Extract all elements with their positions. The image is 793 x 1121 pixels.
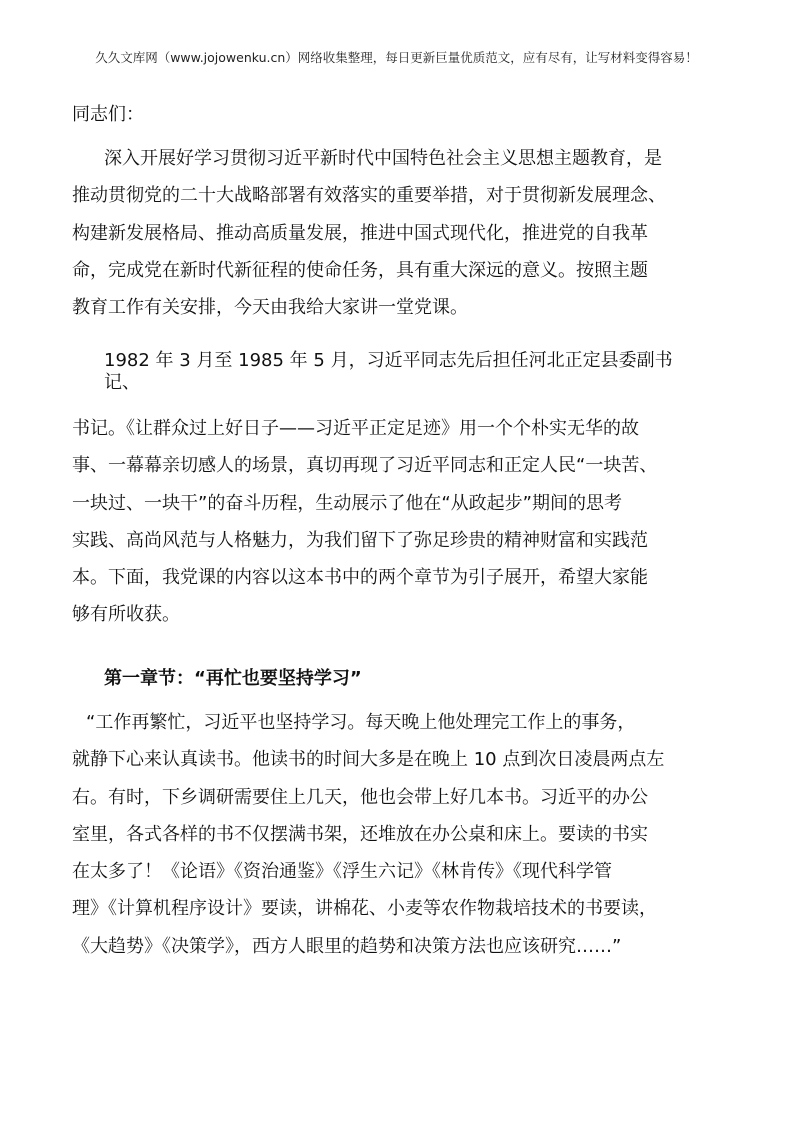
text-line-wrap: 记、 <box>104 372 140 393</box>
text-line: 教育工作有关安排，今天由我给大家讲一堂党课。 <box>72 297 468 319</box>
text-line: 事、一幕幕亲切感人的场景，真切再现了习近平同志和正定人民“一块苦、 <box>72 455 658 477</box>
salutation <box>72 96 744 133</box>
heading-text: 第一章节：“再忙也要坚持学习” <box>104 668 362 689</box>
text-line: 在太多了！《论语》《资治通鉴》《浮生六记》《林肯传》《现代科学管 <box>72 861 612 883</box>
text-line: 右。有时，下乡调研需要住上几天，他也会带上好几本书。习近平的办公 <box>72 786 648 808</box>
paragraph-intro <box>72 140 744 326</box>
text-line: 命，完成党在新时代新征程的使命任务，具有重大深远的意义。按照主题 <box>72 259 648 281</box>
paragraph-study <box>72 704 744 965</box>
text-line: 构建新发展格局、推动高质量发展，推进中国式现代化，推进党的自我革 <box>72 222 648 244</box>
text-line: 实践、高尚风范与人格魅力，为我们留下了弥足珍贵的精神财富和实践范 <box>72 529 648 551</box>
chapter-heading <box>72 660 744 697</box>
text-line: 室里，各式各样的书不仅摆满书架，还堆放在办公桌和床上。要读的书实 <box>72 823 648 845</box>
text-line: 一块过、一块干”的奋斗历程，生动展示了他在“从政起步”期间的思考 <box>72 492 622 514</box>
text-line: “工作再繁忙，习近平也坚持学习。每天晚上他处理完工作上的事务， <box>86 712 636 733</box>
text-line: 《大趋势》《决策学》，西方人眼里的趋势和决策方法也应该研究……” <box>72 935 622 957</box>
paragraph-zhengding-body <box>72 410 744 634</box>
text-line: 够有所收获。 <box>72 604 180 626</box>
text-line: 就静下心来认真读书。他读书的时间大多是在晚上 10 点到次日凌晨两点左 <box>72 749 665 771</box>
text-line: 书记。《让群众过上好日子——习近平正定足迹》用一个个朴实无华的故 <box>72 418 639 439</box>
page-header: 久久文库网（www.jojowenku.cn）网络收集整理，每日更新巨量优质范文，应有尽有，让写材料变得容易！ <box>95 50 698 65</box>
salutation-text: 同志们： <box>72 104 144 125</box>
text-line: 本。下面，我党课的内容以这本书中的两个章节为引子展开，希望大家能 <box>72 567 648 589</box>
text-line: 1982 年 3 月至 1985 年 5 月，习近平同志先后担任河北正定县委副书 <box>104 350 673 371</box>
paragraph-zhengding <box>72 350 744 394</box>
text-line: 深入开展好学习贯彻习近平新时代中国特色社会主义思想主题教育，是 <box>104 148 662 169</box>
text-line: 理》《计算机程序设计》要读，讲棉花、小麦等农作物栽培技术的书要读， <box>72 898 657 920</box>
text-line: 推动贯彻党的二十大战略部署有效落实的重要举措，对于贯彻新发展理念、 <box>72 185 666 207</box>
